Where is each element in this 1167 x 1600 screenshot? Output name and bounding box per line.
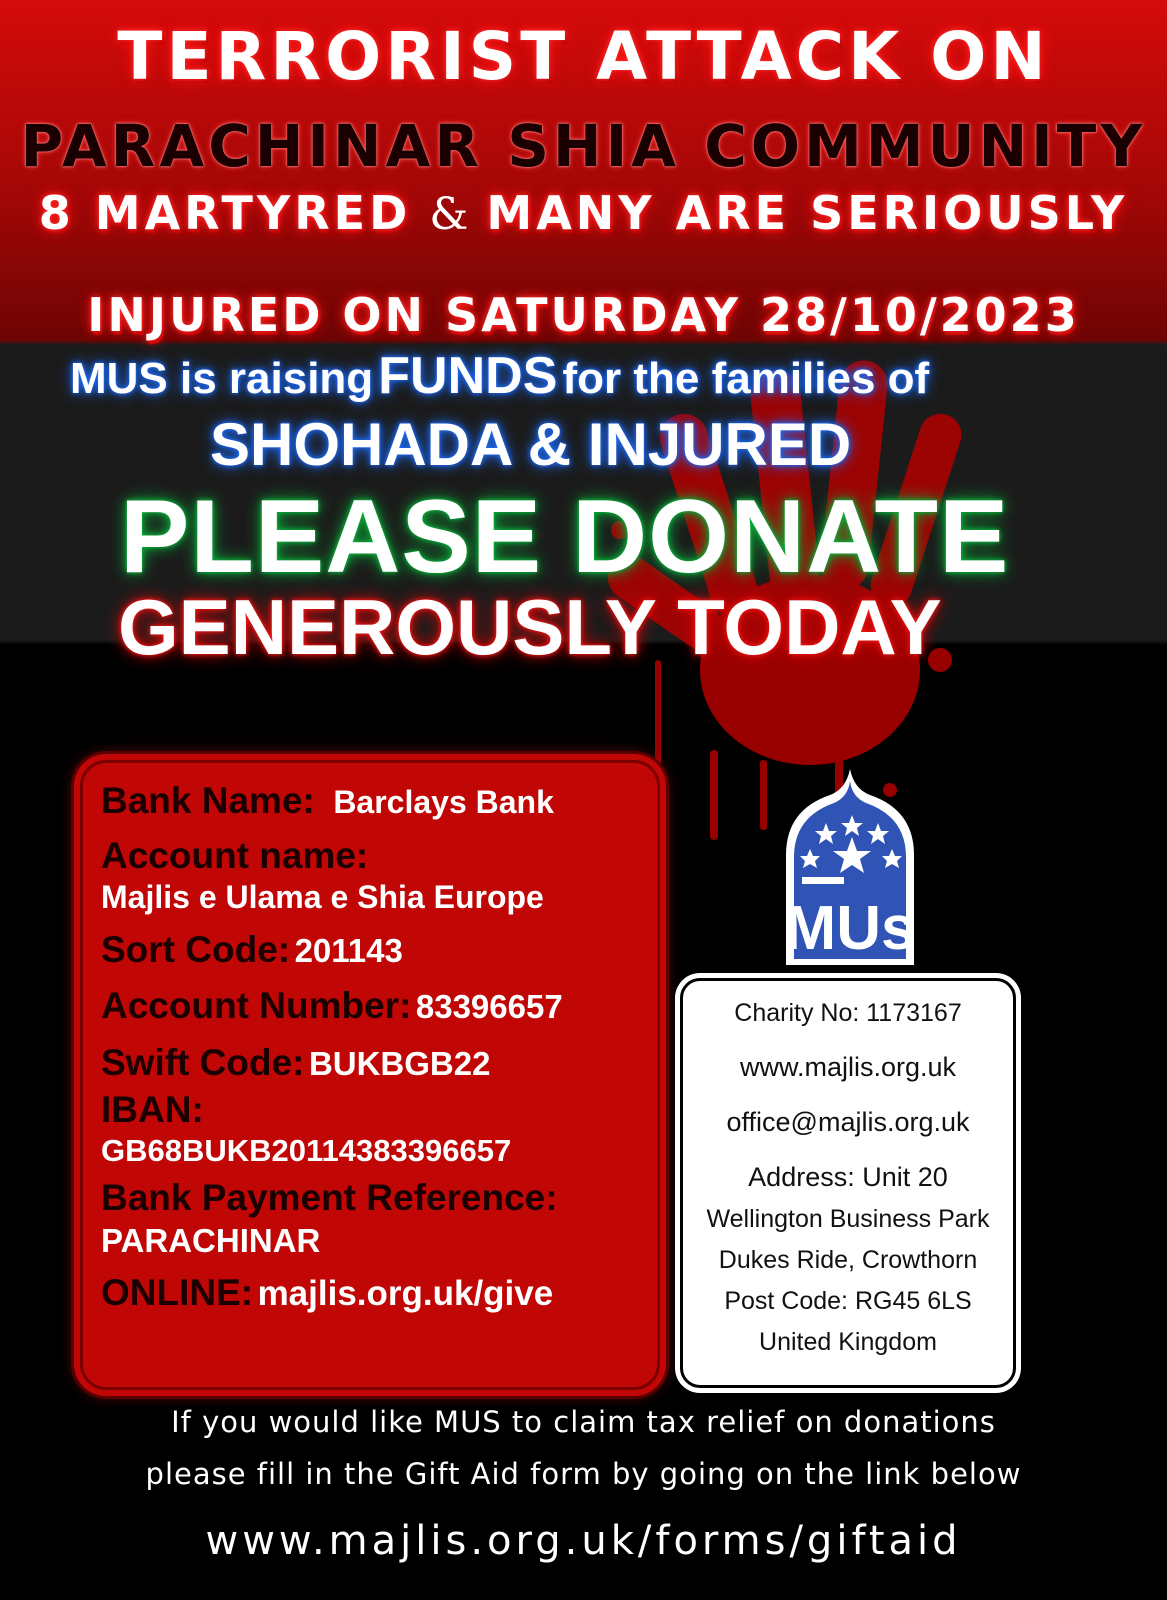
bank-name-row: [101, 781, 639, 822]
headline-line-3: [0, 186, 1167, 240]
headline-line-1: TERRORIST ATTACK ON: [117, 18, 1050, 95]
bank-name-label: Bank Name:: [101, 780, 315, 821]
generously-today-text: GENEROUSLY TODAY: [118, 583, 942, 671]
address-unit: Unit 20: [862, 1162, 948, 1192]
account-name-value: Majlis e Ulama e Shia Europe: [101, 879, 544, 916]
email-link[interactable]: office@majlis.org.uk: [726, 1107, 970, 1137]
ampersand: &: [429, 189, 469, 240]
charity-details-box: [680, 978, 1016, 1388]
gift-aid-link[interactable]: www.majlis.org.uk/forms/giftaid: [205, 1518, 962, 1564]
iban-value: GB68BUKB20114383396657: [101, 1133, 512, 1169]
funds-text: FUNDS: [378, 347, 558, 405]
country: United Kingdom: [759, 1328, 937, 1356]
address-line-2: Wellington Business Park: [706, 1205, 990, 1233]
mus-logo-icon: [780, 765, 920, 970]
postcode: Post Code: RG45 6LS: [724, 1287, 972, 1315]
account-name-row: [101, 836, 639, 916]
martyred-text: 8 MARTYRED: [38, 186, 412, 240]
charity-number: Charity No: 1173167: [734, 999, 962, 1027]
online-row: [101, 1273, 639, 1314]
bank-details-box: [80, 760, 660, 1390]
bank-name-value: Barclays Bank: [333, 784, 554, 820]
iban-row: [101, 1090, 639, 1169]
website-link[interactable]: www.majlis.org.uk: [739, 1052, 957, 1082]
online-link[interactable]: majlis.org.uk/give: [257, 1274, 554, 1314]
sort-code-row: [101, 930, 639, 971]
mus-raising-text: MUS is raising: [70, 354, 374, 403]
sort-code-label: Sort Code:: [101, 928, 291, 970]
account-name-label: Account name:: [101, 834, 369, 876]
reference-row: [101, 1178, 639, 1259]
headline-line-4: INJURED ON SATURDAY 28/10/2023: [87, 288, 1080, 342]
address-label: Address:: [748, 1162, 855, 1192]
online-label: ONLINE:: [101, 1272, 254, 1314]
swift-code-row: [101, 1043, 639, 1084]
iban-label: IBAN:: [101, 1088, 204, 1130]
address-line-3: Dukes Ride, Crowthorn: [718, 1246, 978, 1274]
seriously-text: MANY ARE SERIOUSLY: [486, 186, 1129, 240]
logo-text: MUs: [784, 894, 916, 963]
address-line-1: [683, 1164, 1013, 1191]
account-number-label: Account Number:: [101, 985, 412, 1027]
headline-line-2: PARACHINAR SHIA COMMUNITY: [20, 112, 1147, 180]
reference-value: PARACHINAR: [101, 1222, 321, 1260]
gift-aid-text-2: please fill in the Gift Aid form by going on the link below: [145, 1457, 1022, 1491]
swift-code-label: Swift Code:: [101, 1041, 305, 1083]
swift-code-value: BUKBGB22: [308, 1044, 491, 1082]
please-donate-text: PLEASE DONATE: [120, 479, 1010, 595]
account-number-value: 83396657: [415, 988, 563, 1026]
appeal-line-1: [70, 346, 1030, 406]
account-number-row: [101, 986, 639, 1027]
gift-aid-text-1: If you would like MUS to claim tax relief on donations: [171, 1405, 996, 1439]
families-text: for the families of: [562, 354, 930, 403]
appeal-line-2: SHOHADA & INJURED: [210, 411, 852, 478]
sort-code-value: 201143: [294, 931, 403, 969]
reference-label: Bank Payment Reference:: [101, 1177, 558, 1219]
